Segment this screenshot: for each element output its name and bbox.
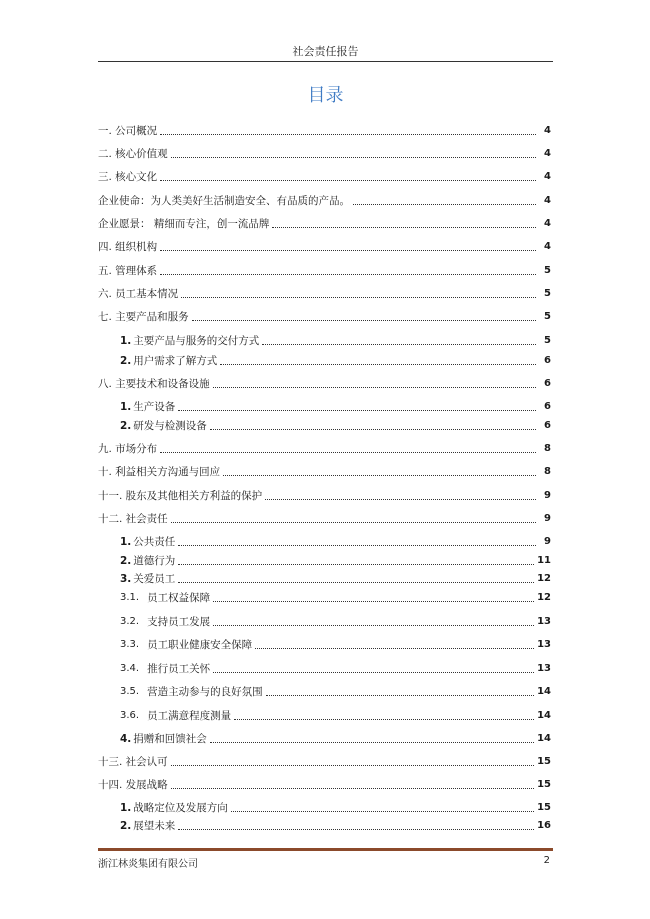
toc-entry-page: 4 [544, 218, 551, 229]
toc-entry-page: 6 [544, 355, 551, 366]
page-header-title: 社会责任报告 [292, 45, 359, 58]
toc-entry-page: 9 [544, 490, 551, 501]
toc-entry-products-services[interactable] [98, 306, 551, 324]
toc-entry-page: 4 [544, 148, 551, 159]
toc-entry-number: 3.5. [120, 686, 140, 697]
toc-entry-text: 主要产品与服务的交付方式 [133, 335, 260, 347]
toc-entry-employee-caring[interactable] [120, 658, 551, 676]
dot-leader [262, 344, 536, 345]
dot-leader [231, 811, 534, 812]
dot-leader [160, 134, 536, 135]
toc-entry-recognition[interactable] [98, 751, 551, 769]
toc-entry-participation[interactable] [120, 681, 551, 699]
toc-entry-page: 14 [537, 710, 551, 721]
footer-company: 浙江林炎集团有限公司 [98, 859, 198, 870]
dot-leader [223, 475, 536, 476]
toc-entry-vision[interactable] [98, 213, 551, 231]
toc-entry-occupational-health[interactable] [120, 634, 551, 652]
toc-entry-text: 企业愿景： 精细而专注，创一流品牌 [98, 218, 270, 230]
dot-leader [265, 499, 536, 500]
dot-leader [171, 788, 534, 789]
dot-leader [213, 672, 534, 673]
toc-entry-number: 3.3. [120, 639, 140, 650]
dot-leader [178, 545, 536, 546]
dot-leader [255, 648, 534, 649]
dot-leader [160, 180, 536, 181]
toc-entry-page: 15 [537, 756, 551, 767]
toc-entry-text: 公共责任 [133, 536, 176, 548]
toc-entry-social-responsibility[interactable] [98, 508, 551, 526]
toc-entry-text: 用户需求了解方式 [133, 355, 218, 367]
toc-entry-page: 6 [544, 420, 551, 431]
toc-entry-text: 生产设备 [133, 401, 176, 413]
toc-entry-text: 关爱员工 [133, 573, 176, 585]
toc-entry-employee-care[interactable] [120, 568, 551, 586]
dot-leader [178, 564, 534, 565]
toc-entry-number: 1. [120, 536, 132, 548]
dot-leader [160, 274, 536, 275]
dot-leader [213, 601, 534, 602]
toc-entry-text: 十一. 股东及其他相关方利益的保护 [98, 490, 263, 502]
toc-entry-number: 4. [120, 733, 132, 745]
toc-entry-number: 1. [120, 335, 132, 347]
toc-title: 目录 [307, 85, 344, 106]
toc-entry-text: 三. 核心文化 [98, 171, 158, 183]
toc-entry-satisfaction[interactable] [120, 705, 551, 723]
toc-entry-employee-development[interactable] [120, 611, 551, 629]
toc-entry-number: 2. [120, 355, 132, 367]
dot-leader [171, 157, 536, 158]
toc-entry-company-overview[interactable] [98, 120, 551, 138]
toc-entry-text: 推行员工关怀 [147, 663, 211, 675]
toc-entry-rd-equipment[interactable] [120, 415, 551, 433]
toc-entry-page: 15 [537, 802, 551, 813]
toc-entry-text: 五. 管理体系 [98, 265, 158, 277]
toc-entry-text: 六. 员工基本情况 [98, 288, 179, 300]
toc-entry-page: 13 [537, 616, 551, 627]
toc-entry-page: 5 [544, 311, 551, 322]
toc-entry-stakeholders[interactable] [98, 461, 551, 479]
toc-entry-ethics[interactable] [120, 550, 551, 568]
toc-entry-text: 九. 市场分布 [98, 443, 158, 455]
toc-entry-technology[interactable] [98, 373, 551, 391]
dot-leader [178, 582, 534, 583]
dot-leader [171, 765, 534, 766]
dot-leader [160, 452, 536, 453]
toc-entry-number: 2. [120, 555, 132, 567]
toc-entry-text: 一. 公司概况 [98, 125, 158, 137]
toc-entry-employee-rights[interactable] [120, 587, 551, 605]
dot-leader [213, 625, 534, 626]
dot-leader [234, 719, 534, 720]
toc-entry-page: 5 [544, 335, 551, 346]
toc-entry-page: 9 [544, 536, 551, 547]
toc-entry-page: 12 [537, 573, 551, 584]
toc-entry-page: 5 [544, 288, 551, 299]
toc-entry-number: 3.4. [120, 663, 140, 674]
toc-entry-page: 8 [544, 443, 551, 454]
dot-leader [210, 742, 534, 743]
toc-entry-text: 八. 主要技术和设备设施 [98, 378, 210, 390]
table-of-contents [98, 0, 551, 919]
toc-entry-public-responsibility[interactable] [120, 531, 551, 549]
toc-entry-page: 15 [537, 779, 551, 790]
toc-entry-page: 16 [537, 820, 551, 831]
toc-entry-production-equipment[interactable] [120, 396, 551, 414]
toc-entry-page: 5 [544, 265, 551, 276]
toc-entry-number: 3.1. [120, 592, 140, 603]
dot-leader [266, 695, 534, 696]
toc-entry-text: 十三. 社会认可 [98, 756, 168, 768]
toc-entry-text: 道德行为 [133, 555, 176, 567]
toc-entry-page: 14 [537, 733, 551, 744]
toc-entry-text: 研发与检测设备 [133, 420, 207, 432]
toc-entry-text: 员工满意程度测量 [147, 710, 232, 722]
dot-leader [160, 250, 536, 251]
toc-entry-text: 十. 利益相关方沟通与回应 [98, 466, 221, 478]
toc-entry-page: 9 [544, 513, 551, 524]
toc-entry-page: 4 [544, 195, 551, 206]
toc-entry-number: 1. [120, 401, 132, 413]
toc-entry-employees[interactable] [98, 283, 551, 301]
toc-entry-page: 4 [544, 125, 551, 136]
toc-entry-user-needs[interactable] [120, 350, 551, 368]
toc-entry-page: 4 [544, 171, 551, 182]
toc-entry-text: 战略定位及发展方向 [133, 802, 228, 814]
toc-entry-page: 6 [544, 378, 551, 389]
toc-entry-page: 4 [544, 241, 551, 252]
toc-entry-text: 捐赠和回馈社会 [133, 733, 207, 745]
dot-leader [171, 522, 536, 523]
toc-entry-outlook[interactable] [120, 815, 551, 833]
toc-entry-number: 2. [120, 820, 132, 832]
dot-leader [181, 297, 536, 298]
toc-entry-number: 3.2. [120, 616, 140, 627]
toc-entry-delivery[interactable] [120, 330, 551, 348]
toc-entry-page: 8 [544, 466, 551, 477]
dot-leader [353, 204, 536, 205]
toc-entry-strategy[interactable] [98, 774, 551, 792]
toc-entry-donation[interactable] [120, 728, 551, 746]
footer-rule [98, 848, 553, 851]
toc-entry-text: 展望未来 [133, 820, 176, 832]
toc-entry-core-culture[interactable] [98, 166, 551, 184]
toc-entry-core-values[interactable] [98, 143, 551, 161]
toc-entry-page: 14 [537, 686, 551, 697]
toc-entry-text: 支持员工发展 [147, 616, 211, 628]
toc-entry-page: 6 [544, 401, 551, 412]
toc-entry-mission[interactable] [98, 190, 551, 208]
toc-entry-text: 十四. 发展战略 [98, 779, 168, 791]
toc-entry-strategic-positioning[interactable] [120, 797, 551, 815]
toc-entry-text: 员工权益保障 [147, 592, 211, 604]
dot-leader [178, 829, 534, 830]
dot-leader [213, 387, 536, 388]
dot-leader [178, 410, 536, 411]
toc-entry-number: 3. [120, 573, 132, 585]
toc-entry-text: 四. 组织机构 [98, 241, 158, 253]
toc-entry-page: 13 [537, 639, 551, 650]
dot-leader [220, 364, 536, 365]
toc-entry-number: 2. [120, 420, 132, 432]
toc-entry-market[interactable] [98, 438, 551, 456]
footer-page-number: 2 [543, 855, 550, 866]
dot-leader [272, 227, 536, 228]
toc-entry-page: 11 [537, 555, 551, 566]
toc-entry-text: 十二. 社会责任 [98, 513, 168, 525]
toc-entry-page: 13 [537, 663, 551, 674]
toc-entry-text: 二. 核心价值观 [98, 148, 168, 160]
toc-entry-text: 七. 主要产品和服务 [98, 311, 189, 323]
toc-entry-organization[interactable] [98, 236, 551, 254]
toc-entry-text: 员工职业健康安全保障 [147, 639, 253, 651]
dot-leader [210, 429, 536, 430]
toc-entry-management-system[interactable] [98, 260, 551, 278]
toc-entry-text: 营造主动参与的良好氛围 [147, 686, 263, 698]
dot-leader [192, 320, 536, 321]
toc-entry-number: 1. [120, 802, 132, 814]
toc-entry-text: 企业使命：为人类美好生活制造安全、有品质的产品。 [98, 195, 350, 207]
toc-entry-page: 12 [537, 592, 551, 603]
toc-entry-number: 3.6. [120, 710, 140, 721]
toc-entry-shareholders[interactable] [98, 485, 551, 503]
